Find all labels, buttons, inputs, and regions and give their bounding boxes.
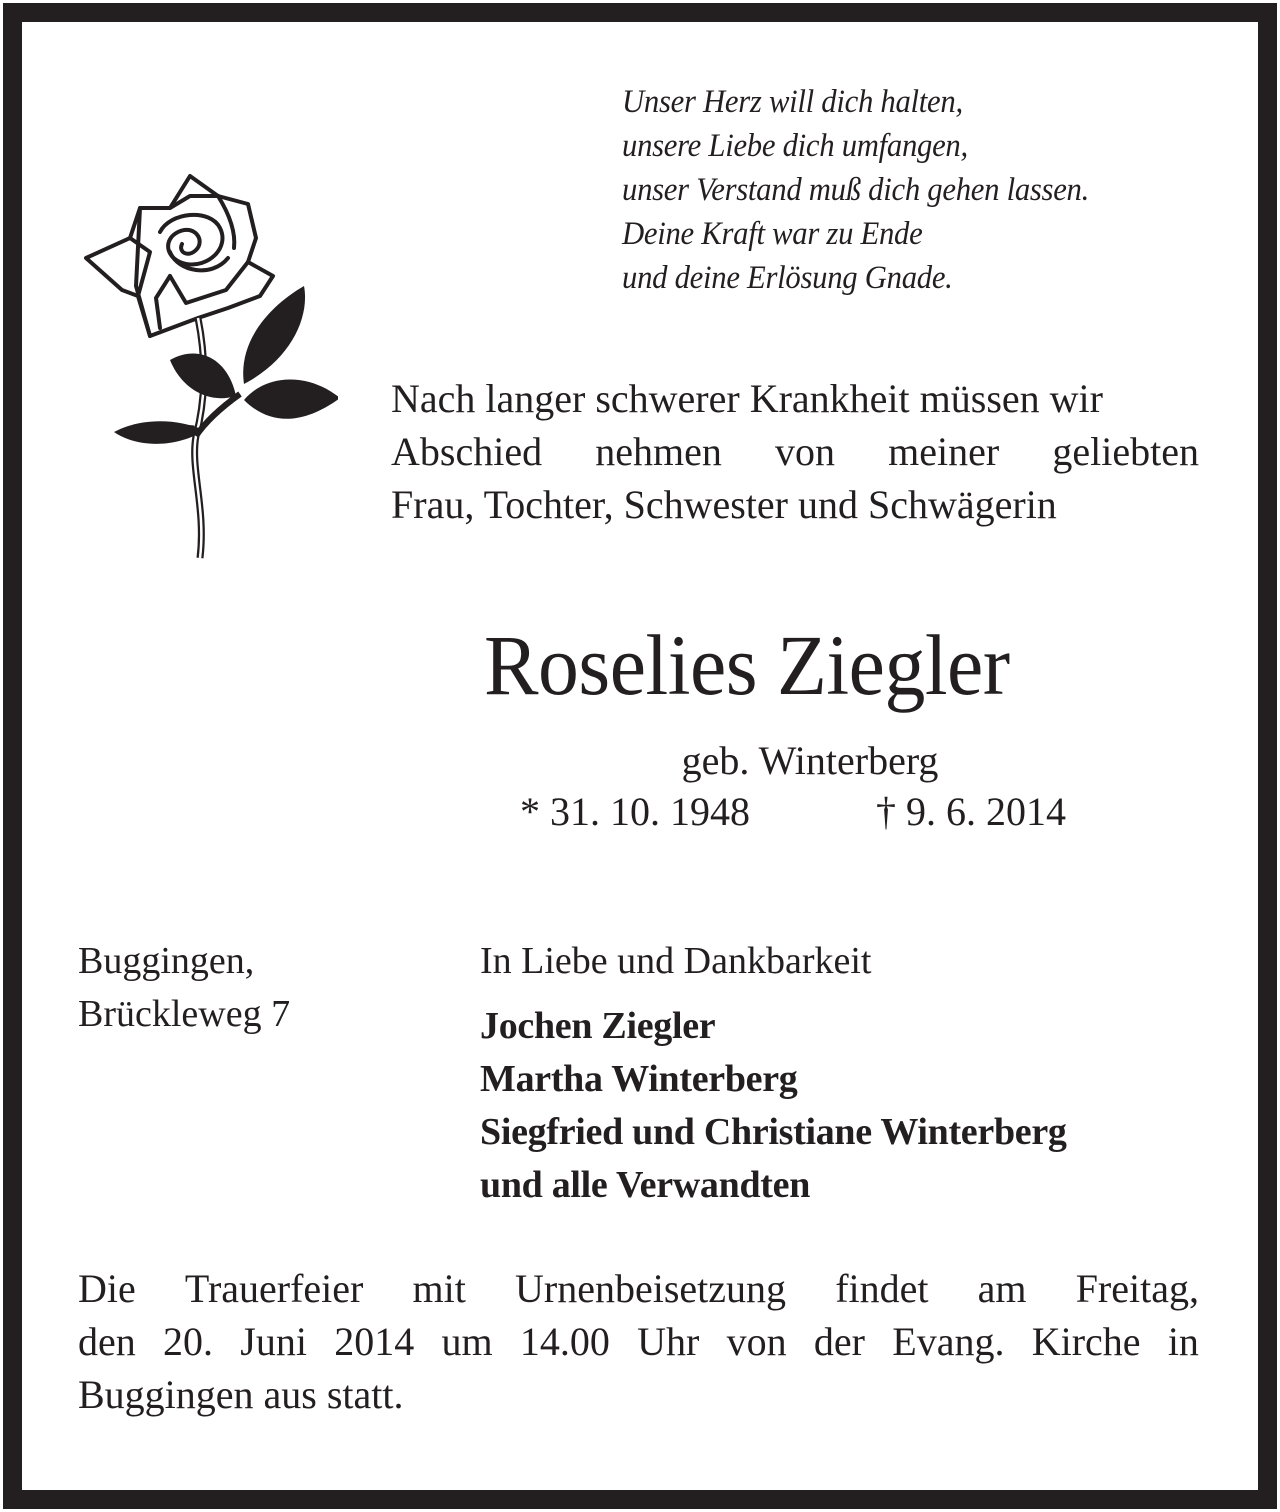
deceased-name: Roselies Ziegler [484, 617, 1010, 713]
mourners-list [480, 1000, 1067, 1212]
service-line-justified [78, 1315, 1199, 1368]
poem [622, 80, 1089, 300]
birth-date: * 31. 10. 1948 [520, 789, 750, 834]
service-word: Kirche [1031, 1319, 1141, 1364]
poem-line: Unser Herz will dich halten, [622, 84, 963, 120]
intro-text [391, 372, 1199, 531]
intro-word: von [775, 429, 836, 474]
service-word: 14.00 [519, 1319, 610, 1364]
life-dates [520, 786, 1120, 838]
mourner: Jochen Ziegler [480, 1005, 716, 1047]
poem-line: Deine Kraft war zu Ende [622, 216, 923, 252]
poem-line: unser Verstand muß dich gehen lassen. [622, 172, 1090, 208]
intro-word: nehmen [595, 429, 722, 474]
address-line: Buggingen, [78, 940, 255, 982]
service-word: von [726, 1319, 787, 1364]
poem-line: unsere Liebe dich umfangen, [622, 128, 968, 164]
death-date: † 9. 6. 2014 [876, 789, 1066, 834]
service-word: findet [835, 1266, 929, 1311]
address-line: Brückleweg 7 [78, 993, 291, 1035]
intro-line-justified [391, 425, 1199, 478]
address [78, 935, 290, 1041]
service-word: 20. [163, 1319, 214, 1364]
service-word: den [78, 1319, 136, 1364]
service-word: Urnenbeisetzung [515, 1266, 787, 1311]
service-word: um [441, 1319, 493, 1364]
mourner: Siegfried und Christiane Winterberg [480, 1111, 1067, 1153]
service-line-justified [78, 1262, 1199, 1315]
service-word: in [1167, 1319, 1199, 1364]
service-word: Juni [240, 1319, 307, 1364]
service-word: Trauerfeier [184, 1266, 364, 1311]
closing-phrase: In Liebe und Dankbarkeit [480, 940, 872, 982]
poem-line: und deine Erlösung Gnade. [622, 260, 953, 296]
rose-icon [78, 168, 338, 563]
service-word: Freitag, [1075, 1266, 1199, 1311]
service-word: am [977, 1266, 1027, 1311]
service-announcement [78, 1262, 1199, 1421]
mourner: und alle Verwandten [480, 1164, 811, 1206]
intro-word: meiner [888, 429, 1000, 474]
intro-line: Frau, Tochter, Schwester und Schwägerin [391, 482, 1057, 527]
intro-word: Abschied [391, 429, 543, 474]
service-word: Die [78, 1266, 136, 1311]
service-line: Buggingen aus statt. [78, 1372, 404, 1417]
service-word: Evang. [892, 1319, 1005, 1364]
service-word: der [813, 1319, 865, 1364]
service-word: Uhr [637, 1319, 700, 1364]
mourner: Martha Winterberg [480, 1058, 798, 1100]
maiden-name: geb. Winterberg [681, 738, 939, 783]
service-word: mit [412, 1266, 466, 1311]
intro-word: geliebten [1052, 429, 1199, 474]
service-word: 2014 [334, 1319, 415, 1364]
intro-line: Nach langer schwerer Krankheit müssen wir [391, 376, 1103, 421]
